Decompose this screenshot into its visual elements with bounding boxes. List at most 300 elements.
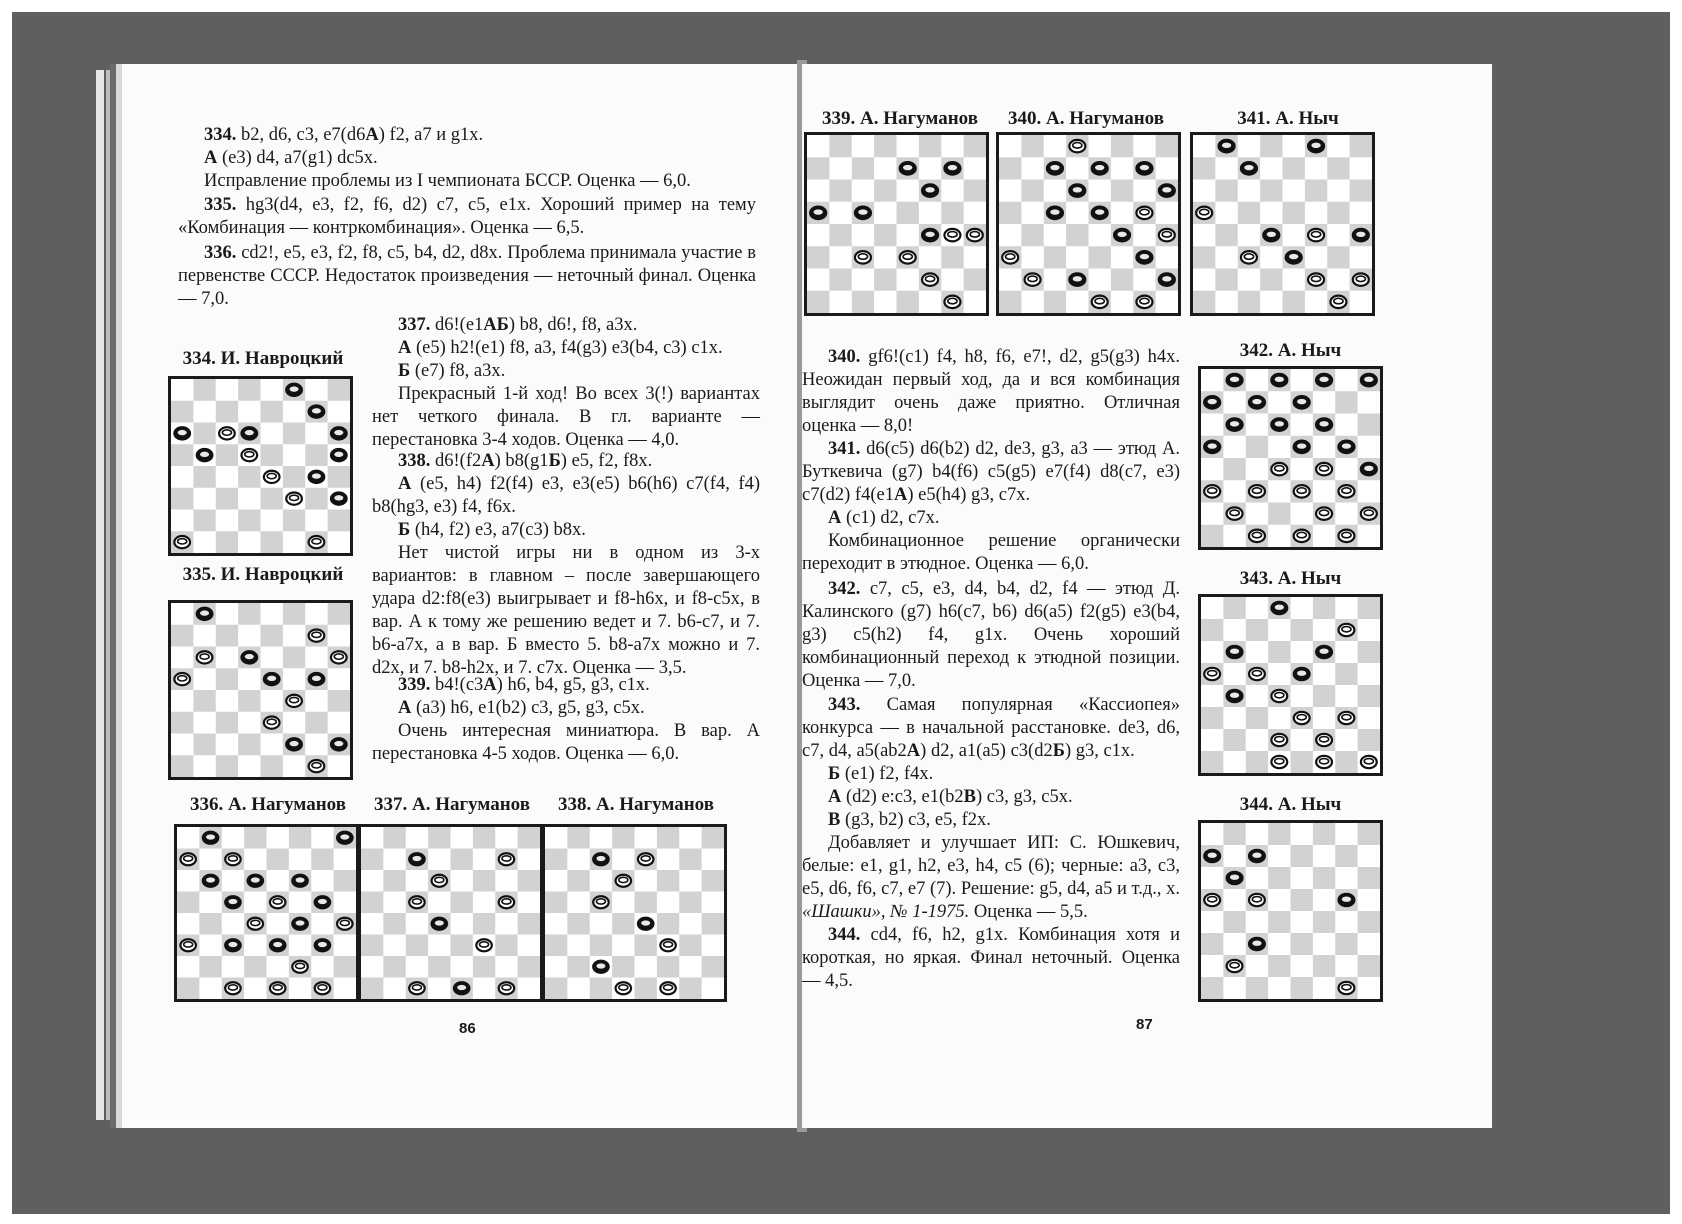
- board-square: [897, 180, 920, 203]
- board-square: [1291, 458, 1314, 481]
- black-checker-piece: [331, 449, 347, 461]
- black-checker-piece: [1227, 646, 1243, 658]
- board-square: [874, 291, 897, 313]
- board-square: [1223, 889, 1246, 912]
- white-checker-piece: [1002, 251, 1018, 263]
- board-square: [919, 135, 942, 158]
- board-square: [1313, 436, 1336, 459]
- board-square: [495, 870, 518, 892]
- board-square: [261, 379, 284, 401]
- board-square: [1291, 641, 1314, 664]
- white-checker-piece: [499, 853, 514, 865]
- board-square: [1201, 619, 1224, 642]
- white-checker-piece: [286, 493, 302, 505]
- board-square: [1246, 867, 1269, 890]
- board-square: [1313, 707, 1336, 730]
- board-square: [1238, 291, 1261, 313]
- paragraph-line: A (d2) e:c3, e1(b2B) c3, g3, c5x.: [828, 787, 1073, 807]
- board-square: [289, 827, 312, 849]
- board-square: [244, 935, 267, 957]
- board-square: [874, 246, 897, 269]
- board-square: [238, 734, 261, 756]
- board-square: [1223, 458, 1246, 481]
- board-339: [804, 132, 989, 316]
- board-square: [1246, 414, 1269, 437]
- paragraph-line: Добавляет и улучшает ИП: С. Юшкевич, белые: e1, g1, h2, e3, h4, c5 (6); черные: a3, c3, e5, d6, f6, c7, e7 (7). Решение: g5, d4, a5 и т.д., x. «Шашки», № 1-1975. Оценка — 5,5.: [802, 833, 1180, 922]
- board-square: [305, 423, 328, 445]
- board-square: [283, 531, 306, 553]
- board-square: [1313, 619, 1336, 642]
- black-checker-piece: [1047, 162, 1063, 174]
- black-checker-piece: [1353, 229, 1369, 241]
- board-square: [1291, 751, 1314, 773]
- board-square: [216, 603, 239, 625]
- black-checker-piece: [1249, 938, 1265, 950]
- board-square: [1335, 597, 1358, 620]
- white-checker-piece: [174, 536, 190, 548]
- board-square: [964, 246, 986, 269]
- board-square: [1327, 246, 1350, 269]
- board-square: [1358, 911, 1380, 934]
- board-square: [328, 668, 350, 690]
- board-square: [1335, 663, 1358, 686]
- board-square: [1215, 202, 1238, 225]
- board-square: [702, 913, 724, 935]
- board-square: [1044, 224, 1067, 247]
- board-338-title: 338. А. Нагуманов: [558, 794, 714, 815]
- board-square: [1089, 135, 1112, 158]
- board-square: [289, 849, 312, 871]
- board-square: [1246, 955, 1269, 978]
- black-checker-piece: [309, 471, 325, 483]
- board-338: [542, 824, 727, 1002]
- board-square: [567, 827, 590, 849]
- board-square: [1291, 867, 1314, 890]
- board-square: [495, 956, 518, 978]
- board-square: [1021, 157, 1044, 180]
- board-square: [545, 892, 568, 914]
- board-square: [383, 870, 406, 892]
- board-square: [1066, 157, 1089, 180]
- board-square: [361, 978, 384, 1000]
- board-square: [193, 531, 216, 553]
- paragraph-line: 342. c7, c5, e3, d4, b4, d2, f4 — этюд Д. Калинского (g7) h6(c7, b6) d6(a5) f2(g5) e3(b4, g3) c5(h2) f4, g1x. Очень хороший комбинационный переход к этюдной позиции. Оценка — 7,0.: [802, 579, 1180, 691]
- white-checker-piece: [1330, 296, 1346, 308]
- black-checker-piece: [1316, 418, 1332, 430]
- board-square: [1268, 889, 1291, 912]
- board-square: [635, 956, 658, 978]
- board-square: [1246, 597, 1269, 620]
- white-checker-piece: [286, 695, 302, 707]
- black-checker-piece: [1159, 273, 1175, 285]
- board-339-title: 339. А. Нагуманов: [822, 108, 978, 129]
- board-square: [829, 269, 852, 292]
- board-square: [495, 935, 518, 957]
- board-square: [567, 849, 590, 871]
- board-square: [171, 444, 194, 466]
- black-checker-piece: [1069, 184, 1085, 196]
- board-square: [238, 466, 261, 488]
- board-square: [1021, 180, 1044, 203]
- board-square: [177, 892, 200, 914]
- board-340: [996, 132, 1181, 316]
- board-square: [1335, 685, 1358, 708]
- board-square: [590, 935, 613, 957]
- board-square: [1246, 729, 1269, 752]
- board-square: [635, 935, 658, 957]
- board-square: [216, 401, 239, 423]
- board-square: [1358, 480, 1380, 503]
- left-page: [122, 64, 802, 1128]
- white-checker-piece: [197, 651, 213, 663]
- board-square: [807, 291, 830, 313]
- board-square: [1268, 641, 1291, 664]
- board-square: [193, 379, 216, 401]
- board-square: [328, 712, 350, 734]
- paragraph-line: 336. cd2!, e5, e3, f2, f8, c5, b4, d2, d8x. Проблема принимала участие в первенстве СССР. Недостаток произведения — неточный финал. Оценка — 7,0.: [178, 243, 756, 309]
- paragraph-337: [372, 314, 760, 452]
- black-checker-piece: [1271, 602, 1287, 614]
- board-square: [941, 135, 964, 158]
- white-checker-piece: [1294, 485, 1310, 497]
- board-square: [567, 892, 590, 914]
- board-square: [1327, 157, 1350, 180]
- white-checker-piece: [967, 229, 983, 241]
- board-square: [289, 892, 312, 914]
- board-square: [334, 892, 356, 914]
- board-square: [1215, 269, 1238, 292]
- board-square: [590, 870, 613, 892]
- board-square: [964, 202, 986, 225]
- board-square: [244, 892, 267, 914]
- board-square: [1327, 202, 1350, 225]
- white-checker-piece: [174, 673, 190, 685]
- board-square: [328, 603, 350, 625]
- board-square: [518, 978, 540, 1000]
- board-square: [177, 827, 200, 849]
- black-checker-piece: [1136, 162, 1152, 174]
- board-square: [1305, 157, 1328, 180]
- board-square: [874, 180, 897, 203]
- white-checker-piece: [409, 896, 424, 908]
- board-square: [334, 956, 356, 978]
- board-square: [1238, 202, 1261, 225]
- white-checker-piece: [1249, 485, 1265, 497]
- board-square: [1291, 977, 1314, 999]
- black-checker-piece: [944, 162, 960, 174]
- board-square: [852, 157, 875, 180]
- black-checker-piece: [1316, 374, 1332, 386]
- board-square: [216, 625, 239, 647]
- board-square: [1215, 224, 1238, 247]
- black-checker-piece: [286, 738, 302, 750]
- board-square: [473, 956, 496, 978]
- board-square: [1201, 641, 1224, 664]
- board-square: [261, 690, 284, 712]
- board-square: [216, 466, 239, 488]
- board-340-title: 340. А. Нагуманов: [1008, 108, 1164, 129]
- board-square: [702, 956, 724, 978]
- board-square: [1193, 157, 1216, 180]
- board-square: [807, 269, 830, 292]
- board-square: [1358, 641, 1380, 664]
- paragraph-line: Нет чистой игры ни в одном из 3-х вариантов: в главном – после завершающего удара d2:f8(e3) выигрывает и f8-h6x, и f8-c5x, в вар. А к тому же решению ведет и 7. b6-c7, и 7. b6-a7x, а в вар. Б вместо 5. b8-a7x можно и 7. d2x, и 7. b8-h2x, и 7. c7x. Оценка — 3,5.: [372, 543, 760, 678]
- board-square: [545, 956, 568, 978]
- board-square: [1358, 685, 1380, 708]
- board-square: [451, 892, 474, 914]
- paragraph-336: [178, 242, 756, 311]
- board-square: [964, 135, 986, 158]
- paragraph-340: [802, 346, 1180, 438]
- white-checker-piece: [1316, 507, 1332, 519]
- board-square: [1133, 180, 1156, 203]
- board-square: [919, 157, 942, 180]
- board-square: [807, 157, 830, 180]
- black-checker-piece: [1227, 374, 1243, 386]
- white-checker-piece: [1316, 756, 1332, 768]
- board-square: [261, 488, 284, 510]
- board-square: [1089, 180, 1112, 203]
- board-square: [311, 870, 334, 892]
- board-square: [1268, 955, 1291, 978]
- board-square: [1358, 525, 1380, 547]
- board-square: [1358, 977, 1380, 999]
- white-checker-piece: [1271, 756, 1287, 768]
- black-checker-piece: [593, 961, 608, 973]
- white-checker-piece: [944, 229, 960, 241]
- paragraph-line: Б (h4, f2) e3, a7(c3) b8x.: [398, 520, 586, 540]
- white-checker-piece: [593, 896, 608, 908]
- black-checker-piece: [1338, 441, 1354, 453]
- board-square: [238, 668, 261, 690]
- board-square: [305, 647, 328, 669]
- board-square: [1335, 955, 1358, 978]
- white-checker-piece: [616, 982, 631, 994]
- board-square: [1350, 180, 1372, 203]
- board-square: [238, 510, 261, 532]
- board-square: [1358, 391, 1380, 414]
- black-checker-piece: [409, 853, 424, 865]
- paragraph-line: Очень интересная миниатюра. В вар. А перестановка 4-5 ходов. Оценка — 6,0.: [372, 721, 760, 764]
- board-square: [657, 892, 680, 914]
- board-square: [679, 978, 702, 1000]
- board-square: [283, 444, 306, 466]
- board-square: [283, 466, 306, 488]
- board-square: [852, 135, 875, 158]
- board-341-title: 341. А. Ныч: [1237, 108, 1339, 129]
- board-square: [999, 157, 1022, 180]
- board-square: [1313, 525, 1336, 547]
- board-square: [1223, 480, 1246, 503]
- board-square: [874, 224, 897, 247]
- board-square: [1201, 414, 1224, 437]
- board-square: [1156, 291, 1178, 313]
- board-square: [383, 935, 406, 957]
- board-square: [1215, 157, 1238, 180]
- board-square: [283, 510, 306, 532]
- board-square: [383, 892, 406, 914]
- white-checker-piece: [944, 296, 960, 308]
- board-square: [829, 180, 852, 203]
- white-checker-piece: [219, 427, 235, 439]
- board-square: [193, 488, 216, 510]
- board-square: [261, 510, 284, 532]
- board-square: [238, 603, 261, 625]
- board-square: [383, 849, 406, 871]
- paragraph-line: 338. d6!(f2A) b8(g1Б) e5, f2, f8x.: [398, 451, 653, 471]
- black-checker-piece: [593, 853, 608, 865]
- black-checker-piece: [1316, 646, 1332, 658]
- board-square: [1223, 391, 1246, 414]
- board-square: [244, 827, 267, 849]
- board-square: [451, 827, 474, 849]
- white-checker-piece: [331, 651, 347, 663]
- board-square: [473, 849, 496, 871]
- black-checker-piece: [454, 982, 469, 994]
- black-checker-piece: [292, 875, 307, 887]
- board-square: [1021, 291, 1044, 313]
- board-square: [177, 978, 200, 1000]
- board-square: [679, 935, 702, 957]
- board-square: [1358, 889, 1380, 912]
- board-square: [1215, 180, 1238, 203]
- board-square: [1201, 955, 1224, 978]
- white-checker-piece: [1136, 296, 1152, 308]
- board-square: [1268, 619, 1291, 642]
- paragraph-343: [802, 694, 1180, 924]
- board-square: [428, 849, 451, 871]
- paragraph-line: Комбинационное решение органически переходит в этюдное. Оценка — 6,0.: [802, 531, 1180, 574]
- board-square: [1111, 246, 1134, 269]
- board-square: [1327, 135, 1350, 158]
- board-square: [1246, 369, 1269, 392]
- board-square: [1260, 157, 1283, 180]
- board-square: [361, 849, 384, 871]
- board-square: [1223, 619, 1246, 642]
- board-square: [171, 603, 194, 625]
- board-square: [199, 849, 222, 871]
- board-square: [1335, 845, 1358, 868]
- white-checker-piece: [241, 449, 257, 461]
- board-square: [852, 180, 875, 203]
- board-square: [1111, 157, 1134, 180]
- board-square: [1358, 597, 1380, 620]
- board-342-title: 342. А. Ныч: [1239, 340, 1342, 361]
- board-square: [451, 956, 474, 978]
- board-square: [1246, 619, 1269, 642]
- page-edge: [96, 70, 104, 1120]
- board-square: [1327, 224, 1350, 247]
- board-square: [1335, 369, 1358, 392]
- white-checker-piece: [499, 982, 514, 994]
- paragraph-335: [178, 194, 756, 240]
- board-square: [1291, 685, 1314, 708]
- board-square: [361, 870, 384, 892]
- board-square: [1021, 246, 1044, 269]
- board-square: [999, 135, 1022, 158]
- board-square: [1201, 977, 1224, 999]
- board-square: [1358, 414, 1380, 437]
- board-square: [1201, 867, 1224, 890]
- board-square: [1223, 707, 1246, 730]
- board-square: [657, 870, 680, 892]
- board-343: [1198, 594, 1383, 776]
- board-square: [1156, 157, 1178, 180]
- board-square: [1044, 269, 1067, 292]
- board-square: [1193, 269, 1216, 292]
- board-square: [1313, 480, 1336, 503]
- board-square: [1238, 135, 1261, 158]
- board-square: [1201, 458, 1224, 481]
- board-square: [1089, 269, 1112, 292]
- board-square: [1260, 180, 1283, 203]
- page-number: 86: [459, 1020, 476, 1037]
- board-square: [305, 734, 328, 756]
- board-square: [702, 827, 724, 849]
- white-checker-piece: [248, 918, 263, 930]
- board-square: [635, 870, 658, 892]
- board-square: [1201, 685, 1224, 708]
- page-edge: [106, 70, 112, 1120]
- board-square: [261, 444, 284, 466]
- board-square: [1291, 597, 1314, 620]
- board-square: [283, 603, 306, 625]
- board-square: [171, 734, 194, 756]
- board-square: [1350, 202, 1372, 225]
- white-checker-piece: [1339, 624, 1355, 636]
- board-square: [829, 202, 852, 225]
- board-335-title: 335. И. Навроцкий: [182, 564, 344, 585]
- board-square: [328, 466, 350, 488]
- board-square: [807, 224, 830, 247]
- white-checker-piece: [309, 760, 325, 772]
- board-square: [1313, 597, 1336, 620]
- board-square: [1268, 977, 1291, 999]
- paragraph-line: 344. cd4, f6, h2, g1x. Комбинация хотя и короткая, но яркая. Финал неточный. Оценка — 4,5.: [802, 925, 1180, 991]
- board-square: [1066, 246, 1089, 269]
- black-checker-piece: [855, 207, 871, 219]
- black-checker-piece: [1227, 690, 1243, 702]
- board-square: [1156, 135, 1178, 158]
- board-square: [1246, 641, 1269, 664]
- board-square: [428, 892, 451, 914]
- board-square: [679, 849, 702, 871]
- board-square: [1044, 135, 1067, 158]
- board-square: [874, 202, 897, 225]
- board-square: [1111, 135, 1134, 158]
- board-square: [495, 827, 518, 849]
- board-square: [1246, 458, 1269, 481]
- black-checker-piece: [225, 939, 240, 951]
- board-square: [999, 224, 1022, 247]
- black-checker-piece: [203, 832, 218, 844]
- board-square: [216, 444, 239, 466]
- black-checker-piece: [197, 449, 213, 461]
- board-square: [305, 712, 328, 734]
- board-square: [199, 935, 222, 957]
- board-square: [1260, 246, 1283, 269]
- board-square: [874, 157, 897, 180]
- board-337: [358, 824, 543, 1002]
- board-square: [1268, 663, 1291, 686]
- board-square: [199, 978, 222, 1000]
- board-square: [1201, 525, 1224, 547]
- board-square: [216, 690, 239, 712]
- board-square: [1111, 269, 1134, 292]
- board-square: [1223, 525, 1246, 547]
- board-square: [311, 913, 334, 935]
- board-square: [1305, 246, 1328, 269]
